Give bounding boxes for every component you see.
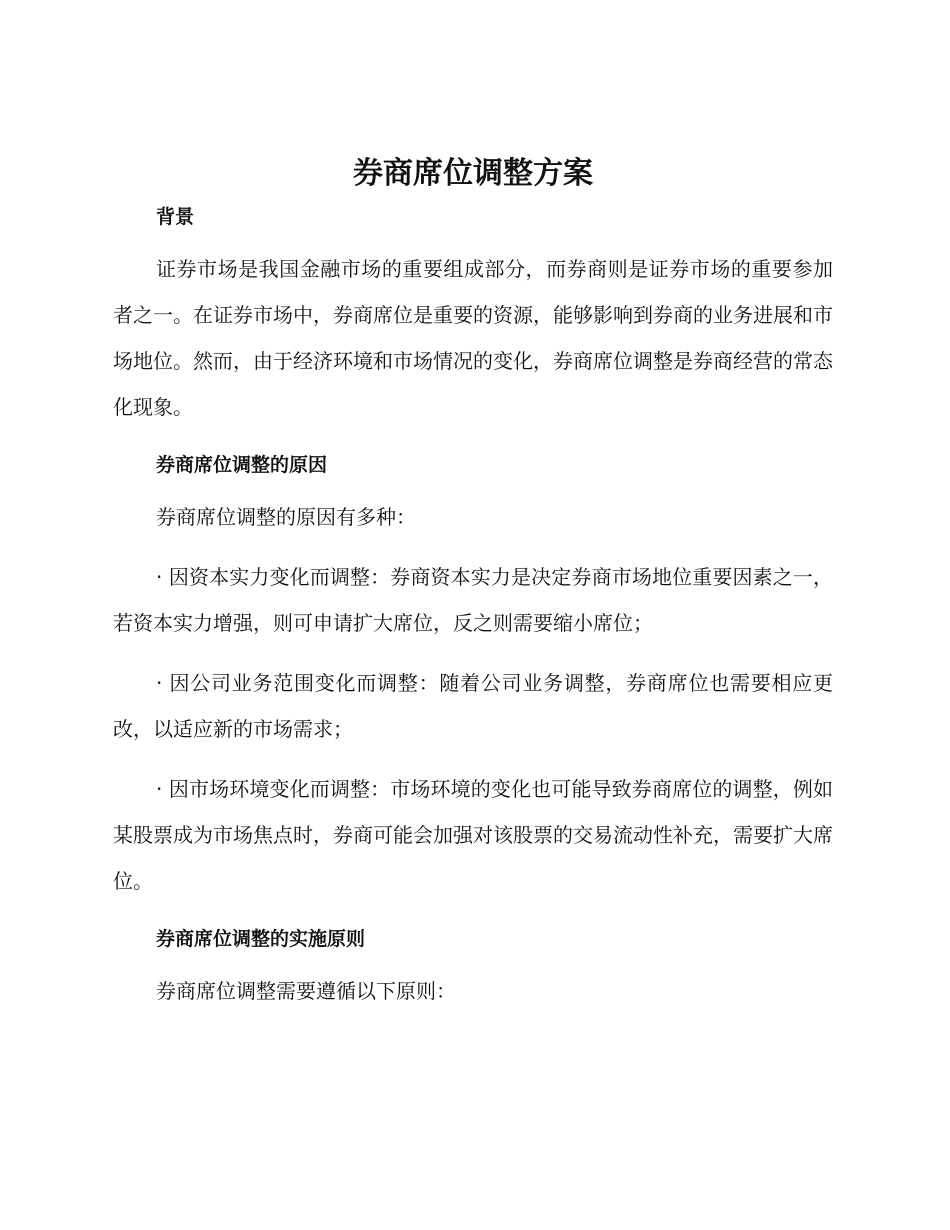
list-item: · 因资本实力变化而调整：券商资本实力是决定券商市场地位重要因素之一，若资本实力增强，则可申请扩大席位，反之则需要缩小席位； [113, 565, 833, 635]
section-heading: 券商席位调整的原因 [156, 454, 328, 476]
paragraph: 券商席位调整的原因有多种： [156, 505, 416, 529]
list-item: · 因公司业务范围变化而调整：随着公司业务调整，券商席位也需要相应更改，以适应新的市场需求； [113, 671, 833, 741]
paragraph: 证券市场是我国金融市场的重要组成部分，而券商则是证券市场的重要参加者之一。在证券市场中，券商席位是重要的资源，能够影响到券商的业务进展和市场地位。然而，由于经济环境和市场情况的变化，券商席位调整是券商经营的常态化现象。 [113, 257, 833, 419]
section-heading: 背景 [156, 206, 195, 228]
paragraph: 券商席位调整需要遵循以下原则： [156, 979, 456, 1003]
section-heading: 券商席位调整的实施原则 [156, 928, 366, 950]
section-background [113, 202, 833, 430]
section-reasons [113, 450, 833, 904]
list-item: · 因市场环境变化而调整：市场环境的变化也可能导致券商席位的调整，例如某股票成为市场焦点时，券商可能会加强对该股票的交易流动性补充，需要扩大席位。 [113, 777, 833, 893]
document-title: 券商席位调整方案 [353, 156, 593, 191]
document-page [113, 150, 833, 1014]
section-principles [113, 924, 833, 1014]
